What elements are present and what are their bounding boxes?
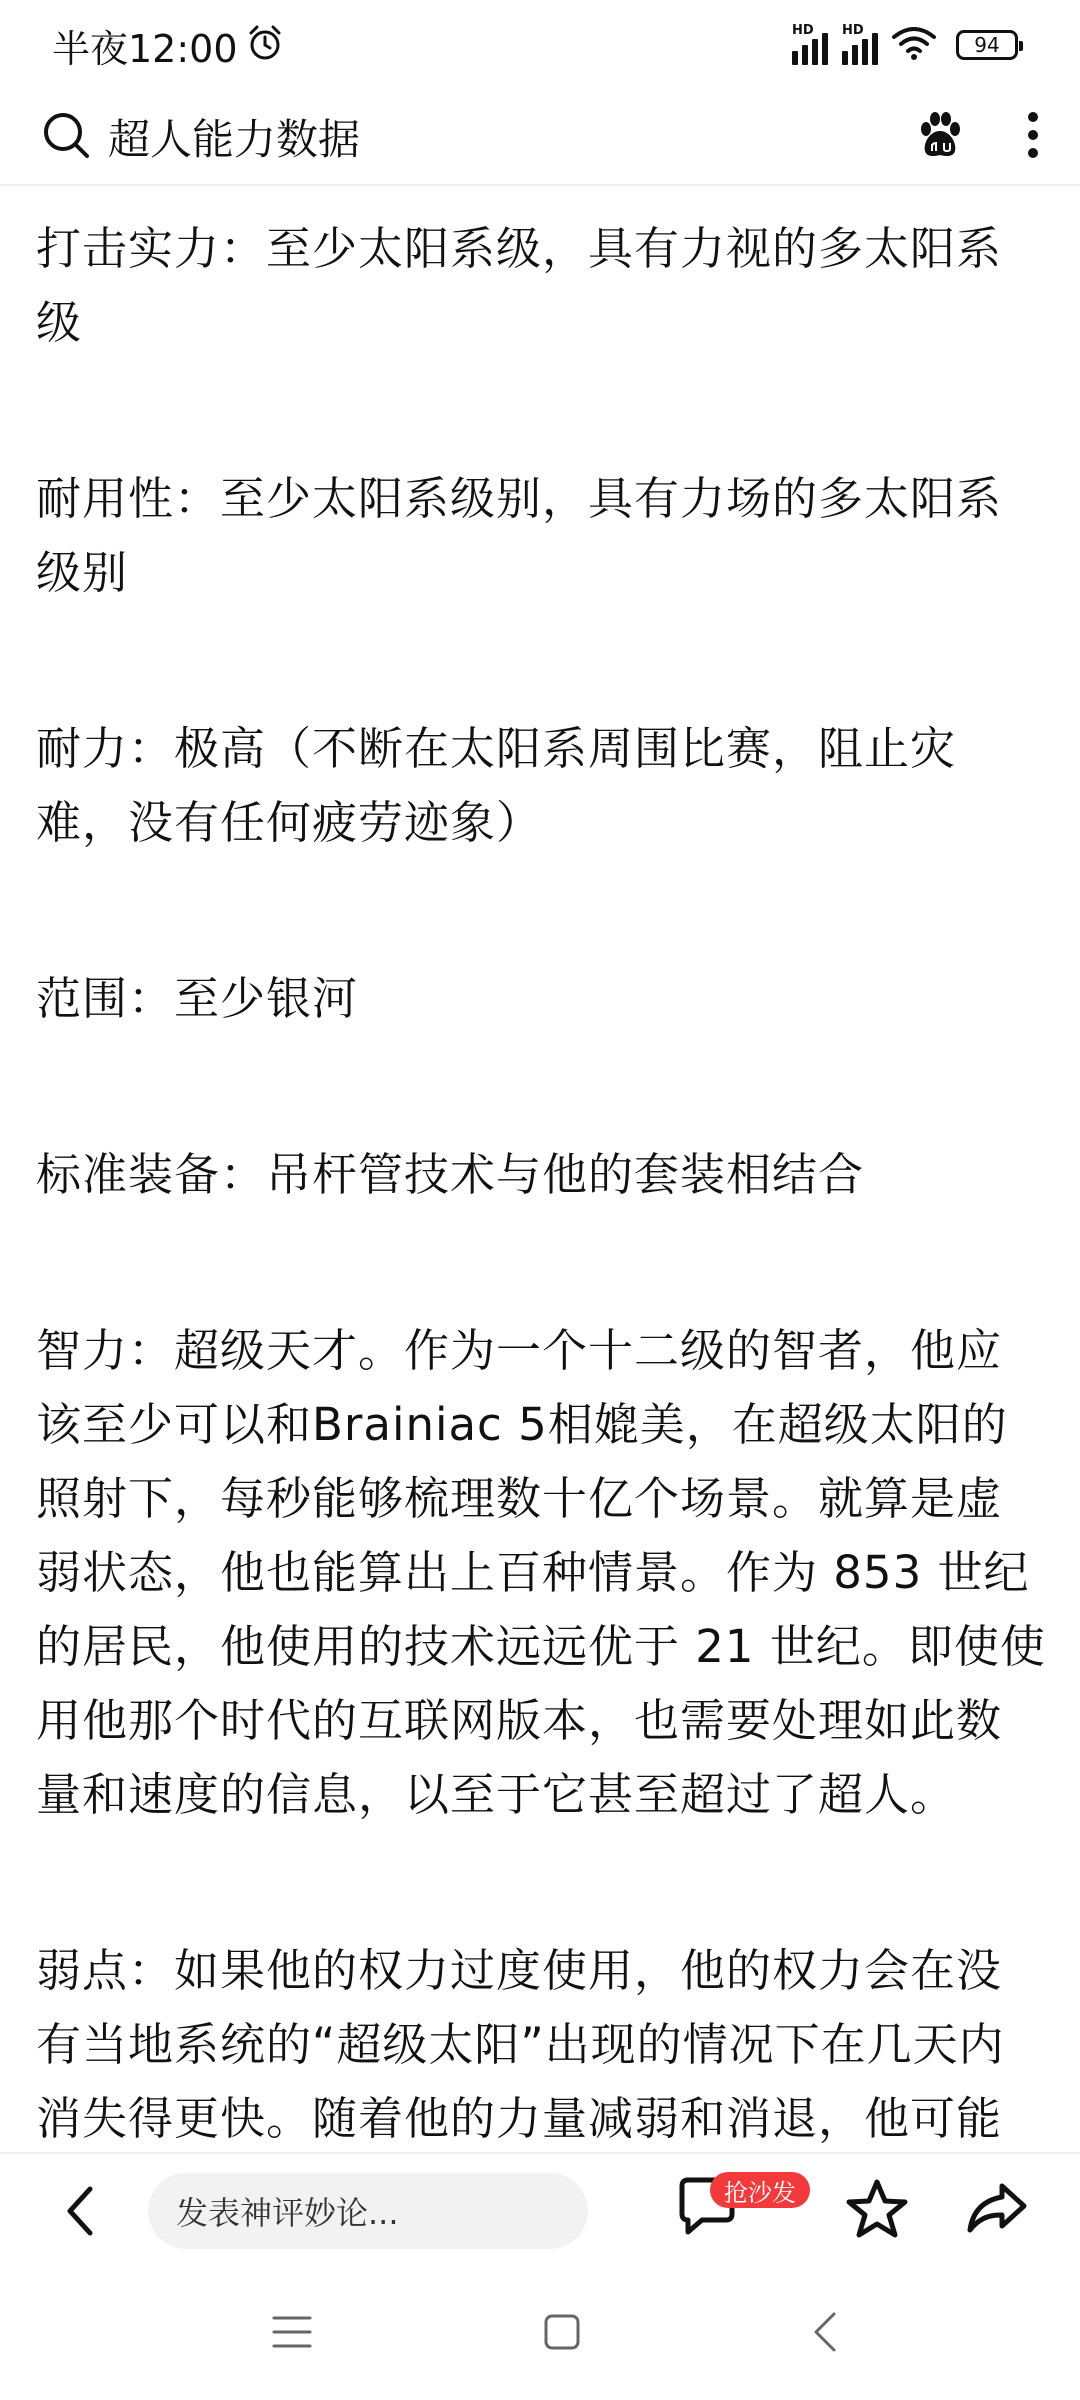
article-content — [36, 212, 1046, 2147]
favorite-star-icon[interactable] — [842, 2174, 912, 2244]
paragraph-stamina: 耐力：极高（不断在太阳系周围比赛，阻止灾难，没有任何疲劳迹象） — [36, 722, 957, 849]
status-right — [792, 25, 1018, 65]
hd-label: HD — [842, 23, 864, 38]
battery-icon — [956, 30, 1018, 60]
more-options-icon[interactable] — [1026, 109, 1040, 165]
baidu-paw-icon[interactable] — [914, 109, 966, 165]
hd-label: HD — [792, 23, 814, 38]
search-header[interactable] — [0, 90, 1080, 186]
paragraph-weakness: 弱点：如果他的权力过度使用，他的权力会在没有当地系统的“超级太阳”出现的情况下在几天内消失得更快。随着他的力量减弱和消退，他可能 — [36, 1944, 1005, 2145]
menu-icon[interactable] — [270, 2312, 314, 2356]
status-bar — [0, 0, 1080, 90]
comment-badge[interactable]: 抢沙发 — [710, 2172, 810, 2208]
status-time: 半夜12:00 — [52, 26, 238, 71]
signal-icon-1 — [792, 25, 828, 65]
paragraph-striking-power: 打击实力：至少太阳系级，具有力视的多太阳系级 — [36, 222, 1003, 349]
search-query[interactable]: 超人能力数据 — [108, 115, 361, 164]
alarm-icon — [246, 24, 284, 66]
back-button[interactable] — [40, 2171, 120, 2251]
back-nav-icon[interactable] — [810, 2310, 840, 2358]
wifi-icon — [892, 25, 936, 65]
paragraph-equipment: 标准装备：吊杆管技术与他的套装相结合 — [36, 1148, 865, 1201]
search-icon[interactable] — [40, 109, 92, 165]
home-icon[interactable] — [542, 2312, 582, 2356]
battery-level: 94 — [974, 33, 1000, 57]
system-navigation-bar — [0, 2268, 1080, 2400]
comment-input[interactable] — [148, 2173, 588, 2249]
bottom-action-bar — [0, 2152, 1080, 2268]
paragraph-range: 范围：至少银河 — [36, 972, 359, 1025]
paragraph-intelligence: 智力：超级天才。作为一个十二级的智者，他应该至少可以和Brainiac 5相媲美，在超级太阳的照射下，每秒能够梳理数十亿个场景。就算是虚弱状态，他也能算出上百种情景。作为 853 世纪的居民，他使用的技术远远优于 21 世纪。即使使用他那个时代的互联网版本，也需要处理如此数量和速度的信息，以至于它甚至超过了超人。 — [36, 1324, 1046, 1821]
paragraph-durability: 耐用性：至少太阳系级别，具有力场的多太阳系级别 — [36, 472, 1003, 599]
share-icon[interactable] — [962, 2174, 1032, 2244]
header-actions — [914, 109, 1040, 165]
comment-placeholder: 发表神评妙论... — [176, 2194, 399, 2232]
signal-icon-2 — [842, 25, 878, 65]
status-left — [52, 18, 284, 73]
